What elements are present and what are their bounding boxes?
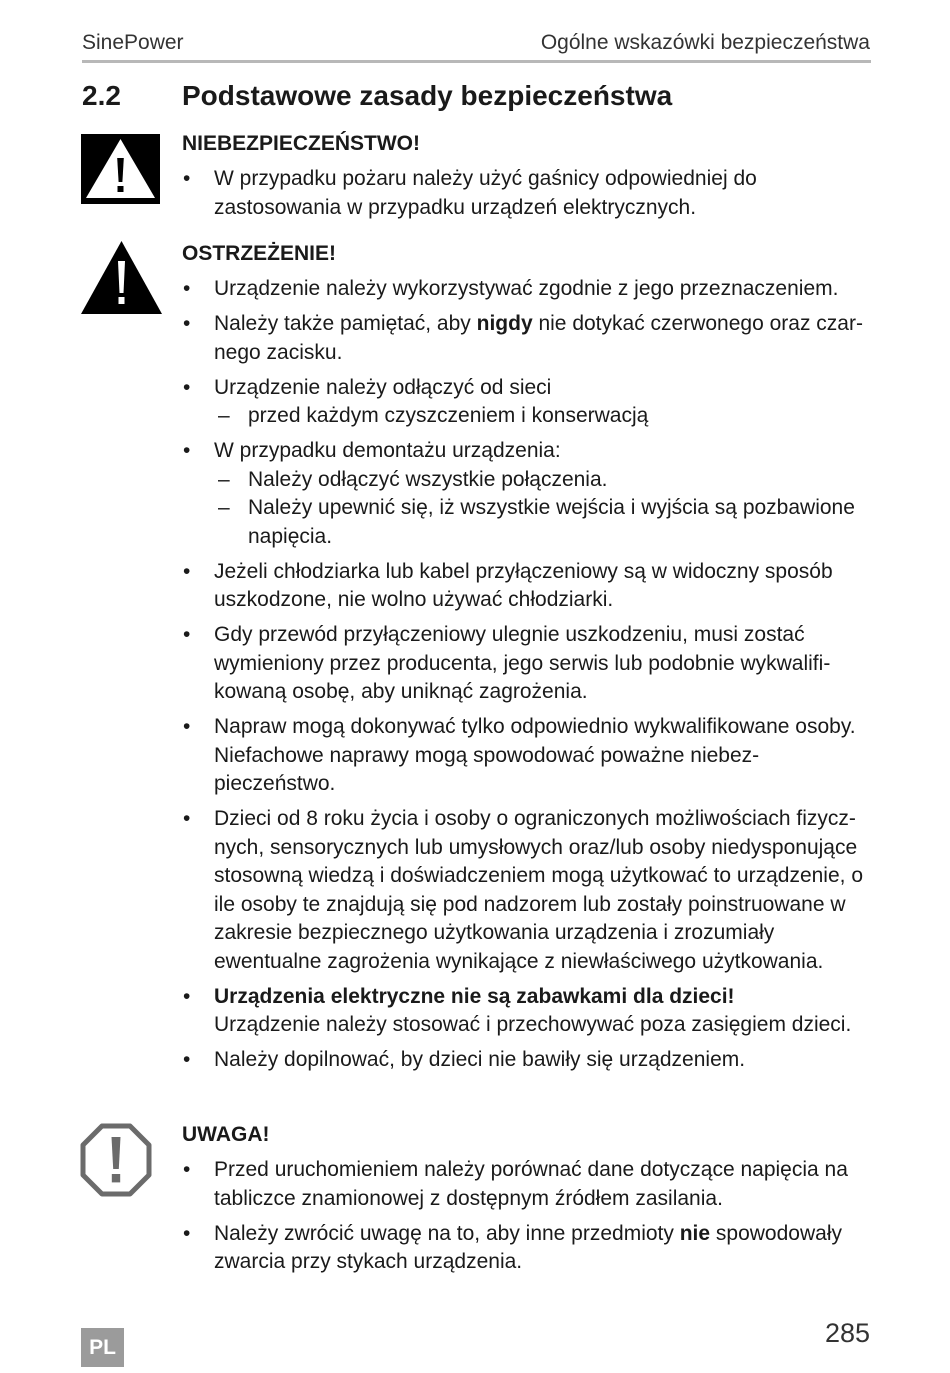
notice-list — [182, 1156, 872, 1277]
list-item: • Należy dopilnować, by dzieci nie bawiły się urządzeniem. — [182, 1046, 872, 1075]
exclamation-octagon-icon — [80, 1123, 152, 1197]
list-item: • Gdy przewód przyłączeniowy ulegnie uszkodzeniu, musi zostać wymieniony przez producenta, jego serwis lub podobnie wykwalifikowaną osobę, aby uniknąć zagrożenia. — [182, 621, 872, 707]
item-text: • Urządzenie należy odłączyć od sieci — [214, 375, 552, 399]
sub-list-item: – przed każdym czyszczeniem i konserwacją — [214, 402, 872, 431]
header-rule — [82, 60, 871, 63]
emphasis-text: nie — [679, 1221, 711, 1245]
notice-signal-word: UWAGA! — [182, 1123, 270, 1146]
list-item: • Dzieci od 8 roku życia i osoby o ograniczonych możliwościach fizycznych, sensorycznych lub umysłowych oraz/lub osoby niedysponujące stosowną wiedzą i doświadczeniem mogą użytkować to urządzenie, o ile osoby te znajdują się pod nadzorem lub zostały poinstruowane w zakresie bezpiecznego użytkowania urządzenia i zrozumiały ewentualne zagrożenia wynikające z niewłaściwego użytkowania. — [182, 805, 872, 976]
running-header-product: SinePower — [82, 31, 184, 54]
language-badge: PL — [81, 1328, 124, 1367]
list-item: • Napraw mogą dokonywać tylko odpowiednio wykwalifikowane osoby. Niefachowe naprawy mogą spowodować poważne niebezpieczeństwo. — [182, 713, 872, 799]
sub-list-item: – Należy upewnić się, iż wszystkie wejścia i wyjścia są pozbawione napięcia. — [214, 494, 872, 551]
item-text: spowodowały zwarcia przy stykach urządzenia. — [214, 1221, 842, 1273]
danger-list — [182, 165, 872, 222]
emphasis-text: nigdy — [476, 312, 533, 335]
list-item: • Jeżeli chłodziarka lub kabel przyłączeniowy są w widoczny sposób uszkodzone, nie wolno używać chłodziarki. — [182, 558, 872, 615]
list-item — [182, 1220, 872, 1277]
item-text: Urządzenie należy stosować i przechowywać poza zasięgiem dzieci. — [214, 1013, 852, 1036]
list-item — [182, 374, 872, 431]
notice-block — [182, 1122, 872, 1283]
sub-list — [214, 466, 872, 552]
sub-list-item: – Należy odłączyć wszystkie połączenia. — [214, 466, 872, 495]
section-title: Podstawowe zasady bezpieczeństwa — [182, 80, 673, 111]
page-number: 285 — [824, 1318, 870, 1348]
running-header-chapter: Ogólne wskazówki bezpieczeństwa — [540, 31, 870, 54]
warning-list — [182, 275, 872, 1075]
item-text: Należy zwrócić uwagę na to, aby inne przedmioty — [214, 1221, 680, 1245]
list-item — [182, 310, 872, 367]
list-item: • Urządzenie należy wykorzystywać zgodnie z jego przeznaczeniem. — [182, 275, 872, 304]
section-number: 2.2 — [82, 80, 121, 111]
list-item — [182, 437, 872, 551]
warning-triangle-icon — [81, 241, 162, 314]
danger-signal-word: NIEBEZPIECZEŃSTWO! — [182, 132, 421, 155]
warning-block — [182, 241, 872, 1081]
list-item — [182, 983, 872, 1040]
item-text: nie dotykać czerwonego oraz czarnego zacisku. — [214, 312, 863, 364]
list-item: • W przypadku pożaru należy użyć gaśnicy odpowiedniej do zastosowania w przypadku urządzeń elektrycznych. — [182, 165, 872, 222]
emphasis-text: • Urządzenia elektryczne nie są zabawkami dla dzieci! — [214, 984, 735, 1008]
danger-block — [182, 131, 872, 229]
list-item: • Przed uruchomieniem należy porównać dane dotyczące napięcia na tabliczce znamionowej z dostępnym źródłem zasilania. — [182, 1156, 872, 1213]
sub-list — [214, 402, 872, 431]
warning-signal-word: OSTRZEŻENIE! — [182, 242, 337, 265]
item-text: • W przypadku demontażu urządzenia: — [214, 439, 561, 462]
warning-triangle-inverted-icon — [81, 134, 160, 204]
item-text: Należy także pamiętać, aby — [214, 312, 477, 335]
